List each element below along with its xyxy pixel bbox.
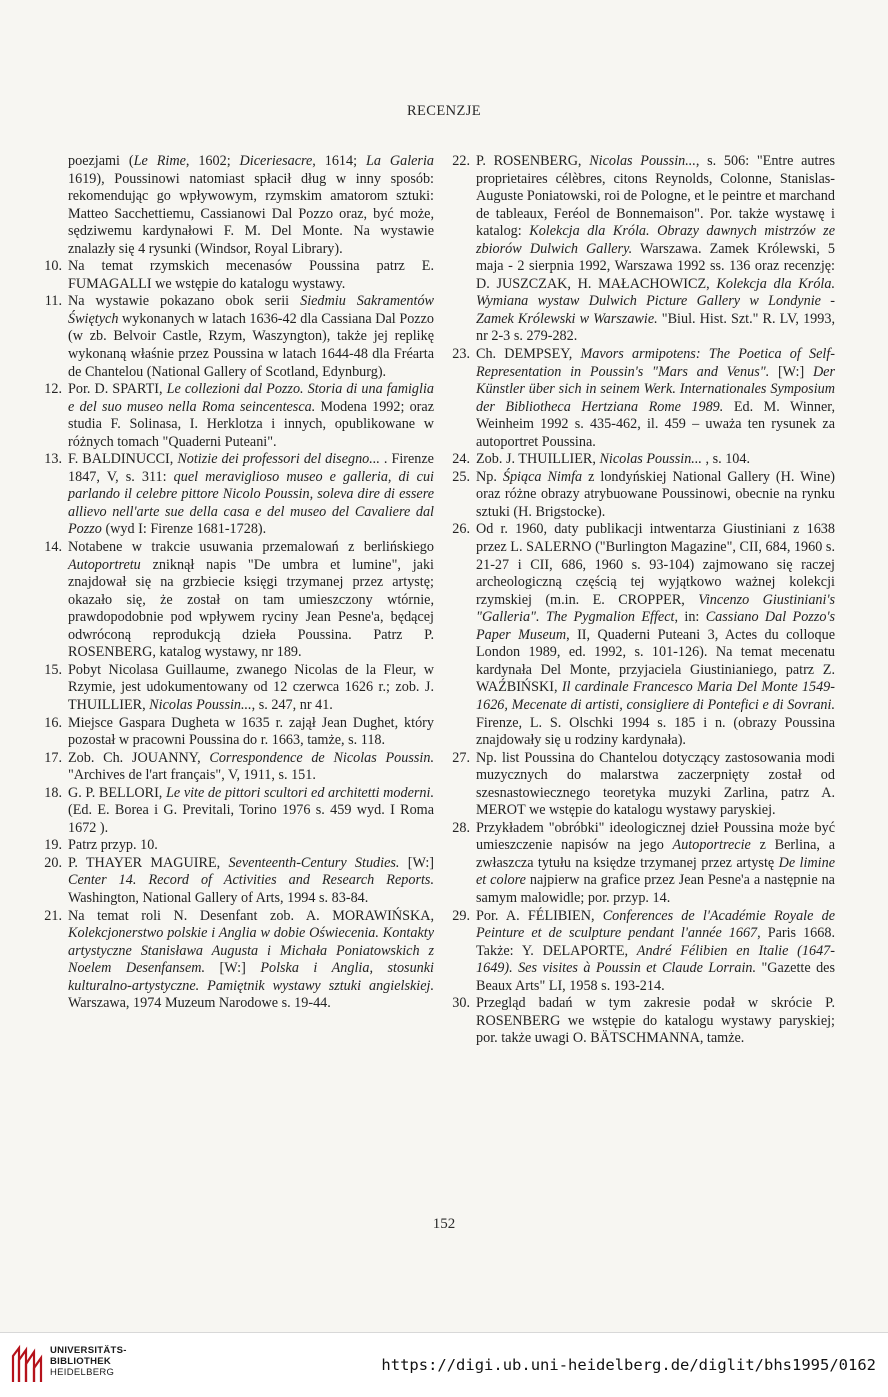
footnote-text: Pobyt Nicolasa Guillaume, zwanego Nicolas de la Fleur, w Rzymie, jest udokumentowany od 12 czerwca 1626 r.; zob. J. THUILLIER, Nicolas Poussin..., s. 247, nr 41. <box>68 661 434 713</box>
left-column <box>44 153 435 1013</box>
footnote <box>44 907 434 1013</box>
footnote-text: Patrz przyp. 10. <box>68 837 158 854</box>
footnote <box>44 749 434 785</box>
footnote <box>44 714 434 750</box>
footnote-number: 27. <box>452 749 470 766</box>
footnote-number: 22. <box>452 153 470 169</box>
footnote-number: 14. <box>44 539 62 556</box>
footnote <box>44 293 434 381</box>
footnote <box>44 539 434 662</box>
logo-line: UNIVERSITÄTS- <box>50 1345 127 1356</box>
page-number: 152 <box>432 1216 456 1232</box>
university-library-logo-icon <box>10 1342 44 1386</box>
footnote-text: Zob. J. THUILLIER, Nicolas Poussin... , s. 104. <box>476 451 751 468</box>
footnote-text: F. BALDINUCCI, Notizie dei professori del disegno... . Firenze 1847, V, s. 311: quel meraviglioso museo e galleria, di cui parlando il celebre pittore Nicolo Poussin, soleva dire di essere allievo nell'arte sue della casa e del museo del Cavaliere dal Pozzo (wyd I: Firenze 1681-1728). <box>68 451 434 538</box>
permalink-url[interactable]: https://digi.ub.uni-heidelberg.de/diglit/bhs1995/0162 <box>381 1356 876 1374</box>
footnote-number: 26. <box>452 521 470 538</box>
footnote-number: 19. <box>44 837 62 854</box>
footnote-number: 25. <box>452 468 470 485</box>
footnote <box>452 153 836 346</box>
footnote-number: 15. <box>44 661 62 678</box>
running-head: RECENZJE <box>406 103 482 119</box>
footnote-text: Przykładem "obróbki" ideologicznej dzieł Poussina może być umieszczenie napisów na jego Autoportrecie z Berlina, a zwłaszcza tytułu na księdze trzymanej przez artystę De limine et colore najpierw na grafice przez Jean Pesne'a a następnie na samym malowidle; por. przyp. 14. <box>476 819 835 906</box>
left-footnotes <box>44 258 435 1013</box>
footnote-text: Np. Śpiąca Nimfa z londyńskiej National Gallery (H. Wine) oraz różne obrazy atrybuowane Poussinowi, obecnie na rynku sztuki (H. Brigstocke). <box>476 468 835 520</box>
right-footnotes <box>452 153 836 1048</box>
footnote-text: P. THAYER MAGUIRE, Seventeenth-Century Studies. [W:] Center 14. Record of Activities and Research Reports. Washington, National Gallery of Arts, 1994 s. 83-84. <box>68 854 434 906</box>
footnote-text: Ch. DEMPSEY, Mavors armipotens: The Poetica of Self-Representation in Poussin's "Mars and Venus". [W:] Der Künstler über sich in seinem Werk. Internationales Symposium der Bibliotheca Hertziana Rome 1989. Ed. M. Winner, Weinheim 1992 s. 435-462, il. 459 – uważa ten rysunek za autoportret Poussina. <box>476 346 836 450</box>
footnote <box>452 995 835 1048</box>
footnote <box>44 784 435 838</box>
footnote <box>452 521 835 749</box>
footnote-text: Por. D. SPARTI, Le collezioni dal Pozzo. Storia di una famiglia e del suo museo nella Roma seincentesca. Modena 1992; oraz studia F. Solinasa, I. Herklotza i innych, opublikowane w różnych tomach "Quaderni Puteani". <box>68 381 434 450</box>
footnote <box>452 819 835 908</box>
footnote-number: 30. <box>452 995 470 1012</box>
library-name <box>50 1345 127 1378</box>
footnote-number: 28. <box>452 819 470 836</box>
footnote-text: Na wystawie pokazano obok serii Siedmiu Sakramentów Świętych wykonanych w latach 1636-42 dla Cassiana Dal Pozzo (w zb. Belvoir Castle, Rzym, Waszyngton), także jej replikę wykonaną właśnie przez Poussina w latach 1644-48 dla Fréarta de Chantelou (National Gallery of Scotland, Edynburg). <box>68 293 434 380</box>
footnote-text: P. ROSENBERG, Nicolas Poussin..., s. 506: "Entre autres proprietaires célèbres, citons Reynolds, Colonne, Stanislas-Auguste Poniatowski, roi de Pologne, et le peintre et marchand de tableaux, Feréol de Bonnemaison". Por. także wystawę i katalog: Kolekcja dla Króla. Obrazy dawnych mistrzów ze zbiorów Dulwich Gallery. Warszawa. Zamek Królewski, 5 maja - 2 sierpnia 1992, Warszawa 1992 ss. 136 oraz recenzję: D. JUSZCZAK, H. MAŁACHOWICZ, Kolekcja dla Króla. Wymiana wystaw Dulwich Picture Gallery w Londynie - Zamek Królewski w Warszawie. "Biul. Hist. Szt." R. LV, 1993, nr 2-3 s. 279-282. <box>476 153 836 345</box>
footnote-text: Por. A. FÉLIBIEN, Conferences de l'Académie Royale de Peinture et de sculpture pendant l'année 1667, Paris 1668. Także: Y. DELAPORTE, André Félibien en Italie (1647-1649). Ses visites à Poussin et Claude Lorrain. "Gazette des Beaux Arts" LI, 1958 s. 193-214. <box>476 907 835 994</box>
footnote-number: 17. <box>44 749 62 766</box>
footnote-text: Od r. 1960, daty publikacji intwentarza Giustiniani z 1638 przez L. SALERNO ("Burlington Magazine", CII, 684, 1960 s. 21-27 i CII, 686, 1960 s. 93-104) zajmowano się raczej archeologiczną częścią tej wyjątkowo ważnej kolekcji rzymskiej (m.in. E. CROPPER, Vincenzo Giustiniani's "Galleria". The Pygmalion Effect, in: Cassiano Dal Pozzo's Paper Museum, II, Quaderni Puteani 3, Actes du colloque London 1989, ed. 1992, s. 101-126). Na temat mecenatu kardynała Del Monte, przyjaciela Giustinianiego, patrz Z. WAŹBIŃSKI, Il cardinale Francesco Maria Del Monte 1549-1626, Mecenate di artisti, consigliere di Pontefici e di Sovrani. Firenze, L. S. Olschki 1994 s. 185 i n. (obrazy Poussina znajdowały się u rodziny kardynała). <box>476 521 835 749</box>
footnote <box>44 451 434 539</box>
footnote-number: 18. <box>44 784 62 801</box>
footnote-text: Na temat roli N. Desenfant zob. A. MORAWIŃSKA, Kolekcjonerstwo polskie i Anglia w dobie Oświecenia. Kontakty artystyczne Stanisława Augusta i Michała Poniatowskich z Noelem Desenfansem. [W:] Polska i Anglia, stosunki kulturalno-artystyczne. Pamiętnik wystawy sztuki angielskiej. Warszawa, 1974 Muzeum Narodowe s. 19-44. <box>68 907 434 1012</box>
footnote-text: Notabene w trakcie usuwania przemalowań z berlińskiego Autoportretu zniknął napis "De umbra et lumine", jaki znajdował się na grzbiecie księgi trzymanej przez artystę; okazało się, że został on tam umieszczony wtórnie, prawdopodobnie pod wpływem ryciny Jean Pesne'a, będącej odwróconą reprodukcją dzieła Poussina. Patrz P. ROSENBERG, katalog wystawy, nr 189. <box>68 539 434 661</box>
footnote-number: 10. <box>44 258 62 275</box>
footnote-text: Np. list Poussina do Chantelou dotyczący zastosowania modi muzycznych do malarstwa zaczerpnięty został od szesnastowiecznego teoretyka muzyki Zarlina, patrz A. MEROT we wstępie do katalogu wystawy paryskiej. <box>476 749 835 819</box>
footnote-number: 23. <box>452 346 470 363</box>
footnote-number: 24. <box>452 451 470 468</box>
footnote-number: 21. <box>44 907 62 924</box>
footnote-number: 12. <box>44 381 62 398</box>
footnote <box>452 907 835 996</box>
footnote-text: Zob. Ch. JOUANNY, Correspondence de Nicolas Poussin. "Archives de l'art français", V, 1911, s. 151. <box>68 749 434 784</box>
footnote-text: Przegląd badań w tym zakresie podał w skrócie P. ROSENBERG we wstępie do katalogu wystawy paryskiej; por. także uwagi O. BÄTSCHMANNA, tamże. <box>476 995 835 1047</box>
footnote <box>452 451 835 469</box>
footnote-number: 11. <box>44 293 62 310</box>
right-column <box>452 153 836 1048</box>
footnote <box>44 258 434 293</box>
logo-line: HEIDELBERG <box>50 1367 115 1378</box>
logo-line: BIBLIOTHEK <box>50 1356 112 1367</box>
footnote-text: Miejsce Gaspara Dugheta w 1635 r. zajął Jean Dughet, który pozostał w pracowni Poussina do r. 1663, tamże, s. 118. <box>68 714 434 749</box>
footnote-number: 29. <box>452 907 470 924</box>
footnote <box>452 749 835 820</box>
continuation-paragraph: poezjami (Le Rime, 1602; Diceriesacre, 1614; La Galeria 1619), Poussinowi natomiast spłacił dług w inny sposób: rekomendując go wpływowym, rzymskim amatorom sztuki: Matteo Sacchettiemu, Cassianowi Dal Pozzo oraz, być może, sędziwemu kardynałowi F. M. Del Monte. Na wystawie znalazły się 4 rysunki (Windsor, Royal Library). <box>68 153 434 257</box>
footnote-text: Na temat rzymskich mecenasów Poussina patrz E. FUMAGALLI we wstępie do katalogu wystawy. <box>68 258 434 292</box>
footnote <box>44 381 434 451</box>
footnote <box>452 468 835 522</box>
footnote <box>44 837 434 855</box>
footnote-number: 13. <box>44 451 62 468</box>
footnote-text: G. P. BELLORI, Le vite de pittori scultori ed architetti moderni. (Ed. E. Borea i G. Previtali, Torino 1976 s. 459 wyd. I Roma 1672 ). <box>68 784 435 836</box>
footnote <box>44 854 434 908</box>
footnote-number: 16. <box>44 714 62 731</box>
footnote <box>44 661 434 715</box>
footnote-number: 20. <box>44 854 62 871</box>
footnote <box>452 346 836 451</box>
